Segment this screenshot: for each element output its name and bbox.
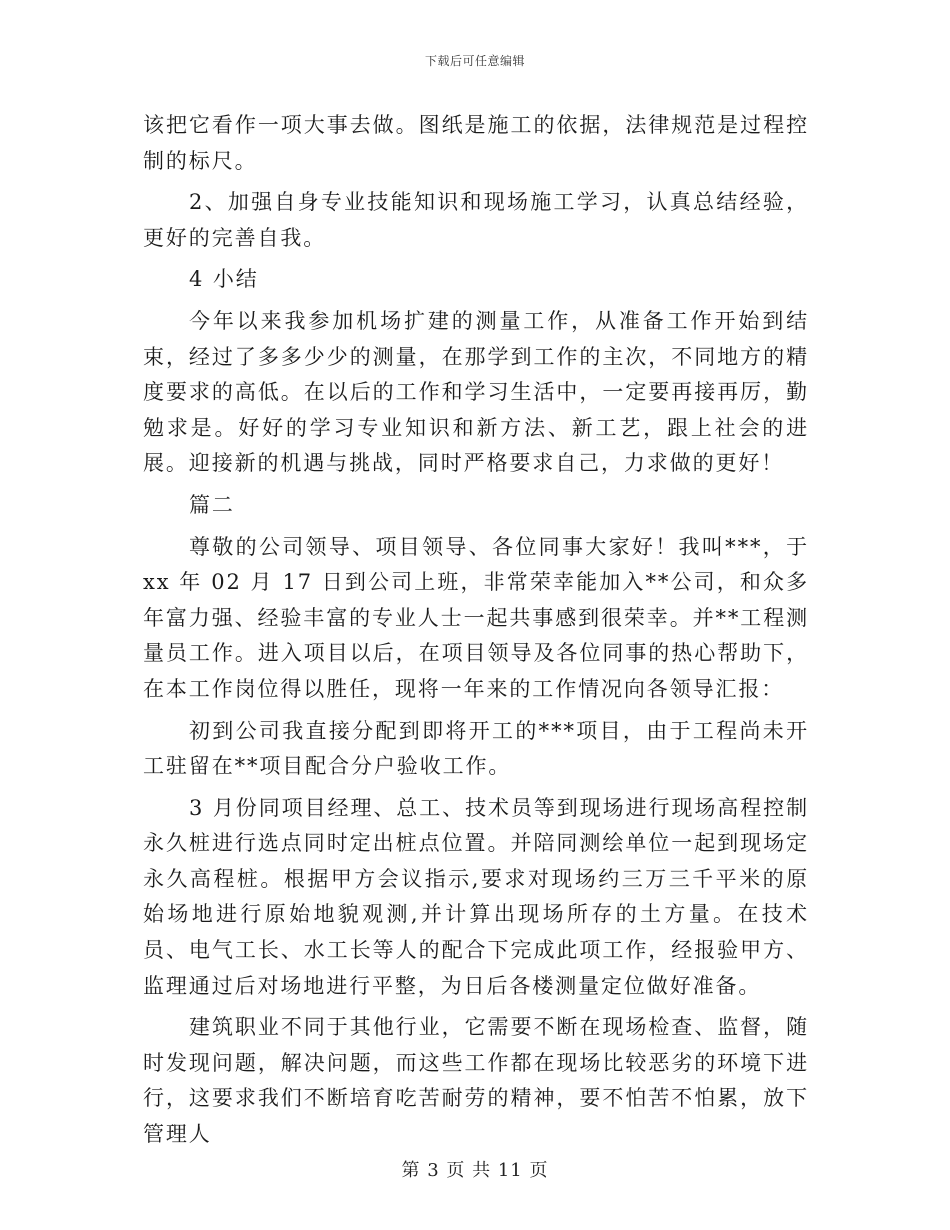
section-heading-summary: 4 小结 xyxy=(189,267,259,292)
paragraph-first-assignment: 初到公司我直接分配到即将开工的***项目，由于工程尚未开工驻留在**项目配合分户验收工作。 xyxy=(143,718,809,779)
paragraph-summary: 今年以来我参加机场扩建的测量工作，从准备工作开始到结束，经过了多多少少的测量，在那学到工作的主次，不同地方的精度要求的高低。在以后的工作和学习生活中，一定要再接再厉，勤勉求是。好好的学习专业知识和新方法、新工艺，跟上社会的进展。迎接新的机遇与挑战，同时严格要求自己，力求做的更好！ xyxy=(143,308,809,476)
section-heading-part-two: 篇二 xyxy=(189,492,235,517)
paragraph-construction-profession: 建筑职业不同于其他行业，它需要不断在现场检查、监督，随时发现问题，解决问题，而这些工作都在现场比较恶劣的环境下进行，这要求我们不断培育吃苦耐劳的精神，要不怕苦不怕累，放下管理人 xyxy=(143,1015,809,1147)
page-header: 下载后可任意编辑 xyxy=(424,54,525,68)
paragraph-continuation: 该把它看作一项大事去做。图纸是施工的依据，法律规范是过程控制的标尺。 xyxy=(143,113,809,173)
paragraph-item-2: 2、加强自身专业技能知识和现场施工学习，认真总结经验，更好的完善自我。 xyxy=(143,190,809,250)
paragraph-greeting: 尊敬的公司领导、项目领导、各位同事大家好！我叫***，于 xx 年 02 月 17 日到公司上班，非常荣幸能加入**公司，和众多年富力强、经验丰富的专业人士一起共事感到很荣幸。并**工程测量员工作。进入项目以后，在项目领导及各位同事的热心帮助下，在本工作岗位得以胜任，现将一年来的工作情况向各领导汇报： xyxy=(143,534,809,701)
document-body xyxy=(143,108,809,1153)
page-footer: 第 3 页 共 11 页 xyxy=(401,1160,549,1181)
paragraph-march-work: 3 月份同项目经理、总工、技术员等到现场进行现场高程控制永久桩进行选点同时定出桩点位置。并陪同测绘单位一起到现场定永久高程桩。根据甲方会议指示,要求对现场约三万三千平米的原始场地进行原始地貌观测,并计算出现场所存的土方量。在技术员、电气工长、水工长等人的配合下完成此项工作，经报验甲方、监理通过后对场地进行平整，为日后各楼测量定位做好准备。 xyxy=(143,795,809,998)
